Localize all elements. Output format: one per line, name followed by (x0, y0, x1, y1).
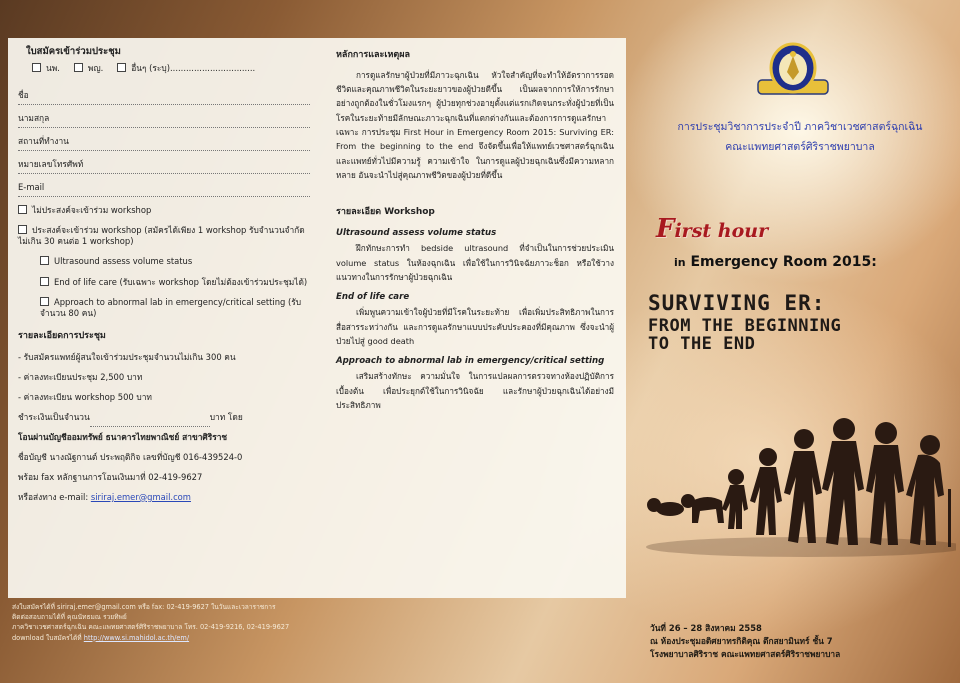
payment-amount-field[interactable] (90, 408, 210, 427)
account-info: ชื่อบัญชี นางณัฐกานต์ ประพฤติกิจ เลขที่บัญชี 016-439524-0 (18, 451, 243, 462)
email-info: หรือส่งทาง e-mail: siriraj.emer@gmail.com (18, 491, 191, 502)
surviving-er-title: SURVIVING ER: FROM THE BEGINNING TO THE END (648, 291, 842, 354)
last-name-field[interactable]: นามสกุล (18, 105, 310, 128)
first-name-field[interactable]: ชื่อ (18, 82, 310, 105)
workshop-text: ฝึกทักษะการทำ bedside ultrasound ที่จำเป็นในการช่วยประเมิน volume status ในห้องฉุกเฉิน เพื่อใช้ในการวินิจฉัยภาวะช็อก หรือใช้วางแนวทางในการรักษาผู้ป่วยฉุกเฉิน (336, 243, 614, 282)
download-link[interactable]: http://www.si.mahidol.ac.th/em/ (83, 633, 190, 642)
fee-item: - ค่าลงทะเบียนประชุม 2,500 บาท (18, 371, 143, 382)
checkbox[interactable] (40, 277, 49, 286)
workshop-title: Approach to abnormal lab in emergency/critical setting (336, 356, 605, 367)
checkbox[interactable] (74, 63, 83, 72)
checkbox[interactable] (32, 63, 41, 72)
event-hospital: โรงพยาบาลศิริราช คณะแพทยศาสตร์ศิริราชพยาบาล (650, 649, 841, 660)
rationale-text: การดูแลรักษาผู้ป่วยที่มีภาวะฉุกเฉิน หัวใจสำคัญที่จะทำให้อัตราการรอดชีวิตและคุณภาพชีวิตในระยะยาวของผู้ป่วยดีขึ้น เป็นผลจากการให้การรักษาอย่างถูกต้องในชั่วโมงแรกๆ ผู้ป่วยทุกช่วงอายุตั้งแต่แรกเกิดจนกระทั่งผู้ป่วยที่เป็นโรคในระยะท้ายมีลักษณะภาวะฉุกเฉินที่แตกต่างกันและต้องการการดูแลรักษาเฉพาะ การประชุม First Hour in Emergency Room 2015: Surviving ER: From the beginning to the end จึงจัดขึ้นเพื่อให้แพทย์เวชศาสตร์ฉุกเฉิน และแพทย์ทั่วไปมีความรู้ ความเข้าใจ ในการดูแลผู้ป่วยฉุกเฉินซึ่งมีความหลากหลาย อันจะนำไปสู่คุณภาพชีวิตของผู้ป่วยที่ดีขึ้น (336, 69, 614, 181)
phone-field[interactable]: หมายเลขโทรศัพท์ (18, 151, 310, 174)
fax-info: พร้อม fax หลักฐานการโอนเงินมาที่ 02-419-9627 (18, 471, 203, 482)
title-options (32, 63, 310, 74)
title-option-other[interactable]: อื่นๆ (ระบุ)................................ (117, 63, 255, 74)
checkbox[interactable] (18, 225, 27, 234)
workplace-field[interactable]: สถานที่ทำงาน (18, 128, 310, 151)
fee-item: - ค่าลงทะเบียน workshop 500 บาท (18, 391, 152, 402)
checkbox[interactable] (18, 205, 27, 214)
checkbox[interactable] (117, 63, 126, 72)
faculty-logo-icon (756, 42, 830, 102)
fee-list (18, 348, 310, 508)
workshop-text: เพิ่มพูนความเข้าใจผู้ป่วยที่มีโรคในระยะท้าย เพื่อเพิ่มประสิทธิภาพในการสื่อสารระหว่างกัน และการดูแลรักษาแบบประคับประคองที่มีคุณภาพ ซึ่งจะนำผู้ป่วยไปสู่ good death (336, 307, 614, 347)
footer-line: ส่งใบสมัครได้ที่ siriraj.emer@gmail.com หรือ fax: 02-419-9627 ในวันและเวลาราชการ (12, 603, 276, 611)
contact-footer (12, 602, 332, 643)
option-no-workshop[interactable]: ไม่ประสงค์จะเข้าร่วม workshop (18, 205, 310, 216)
footer-line: ภาควิชาเวชศาสตร์ฉุกเฉิน คณะแพทยศาสตร์ศิริราชพยาบาล โทร. 02-419-9216, 02-419-9627 (12, 623, 290, 632)
payment-line: ชำระเงินเป็นจำนวน บาท โดย (18, 408, 310, 428)
title-option-dr-female[interactable]: พญ. (74, 63, 103, 74)
checkbox[interactable] (40, 297, 49, 306)
event-venue: ณ ห้องประชุมอดิศยาทรกิติคุณ ตึกสยามินทร์ ชั้น 7 (650, 636, 833, 647)
email-field[interactable]: E-mail (18, 174, 310, 197)
checkbox[interactable] (40, 256, 49, 265)
option-want-workshop[interactable]: ประสงค์จะเข้าร่วม workshop (สมัครได้เพียง 1 workshop รับจำนวนจำกัดไม่เกิน 30 คนต่อ 1 workshop) (18, 224, 305, 246)
footer-line: ติดต่อสอบถามได้ที่ คุณนัทธมณ รวยทิพย์ (12, 613, 127, 622)
faculty-text: คณะแพทยศาสตร์ศิริราชพยาบาล (725, 140, 875, 153)
emergency-room-title: in Emergency Room 2015: (674, 254, 877, 270)
event-date: วันที่ 26 – 28 สิงหาคม 2558 (650, 623, 762, 633)
life-stages-silhouette-icon (636, 405, 956, 605)
option-ultrasound[interactable]: Ultrasound assess volume status (40, 256, 310, 267)
organizer-text: การประชุมวิชาการประจำปี ภาควิชาเวชศาสตร์ฉุกเฉิน (677, 121, 923, 133)
email-link[interactable]: siriraj.emer@gmail.com (90, 491, 191, 502)
option-end-of-life[interactable]: End of life care (รับเฉพาะ workshop โดยไม่ต้องเข้าร่วมประชุมได้) (40, 277, 310, 288)
details-title: รายละเอียดการประชุม (18, 330, 106, 341)
workshop-text: เสริมสร้างทักษะ ความมั่นใจ ในการแปลผลการตรวจทางห้องปฏิบัติการเบื้องต้น เพื่อประยุกต์ใช้ในการวินิจฉัย และรักษาผู้ป่วยฉุกเฉินได้อย่างมีประสิทธิภาพ (336, 371, 614, 411)
rationale-panel (318, 38, 626, 598)
fee-item: - รับสมัครแพทย์ผู้สนใจเข้าร่วมประชุมจำนวนไม่เกิน 300 คน (18, 351, 236, 362)
registration-form (8, 38, 318, 598)
rationale-title: หลักการและเหตุผล (336, 50, 411, 60)
workshop-title: End of life care (336, 292, 410, 303)
workshop-title: Ultrasound assess volume status (336, 228, 497, 239)
workshop-details-title: รายละเอียด Workshop (336, 206, 435, 217)
option-abnormal-lab[interactable]: Approach to abnormal lab in emergency/critical setting (รับจำนวน 80 คน) (40, 296, 302, 319)
first-hour-title: First hour (656, 214, 769, 244)
conference-header (650, 118, 950, 158)
footer-line: download ใบสมัครได้ที่ http://www.si.mahidol.ac.th/em/ (12, 633, 190, 642)
bank-title: โอนผ่านบัญชีออมทรัพย์ ธนาคารไทยพาณิชย์ สาขาศิริราช (18, 431, 228, 442)
title-option-dr-male[interactable]: นพ. (32, 63, 60, 74)
event-info (650, 622, 950, 661)
form-title: ใบสมัครเข้าร่วมประชุม (26, 46, 121, 57)
